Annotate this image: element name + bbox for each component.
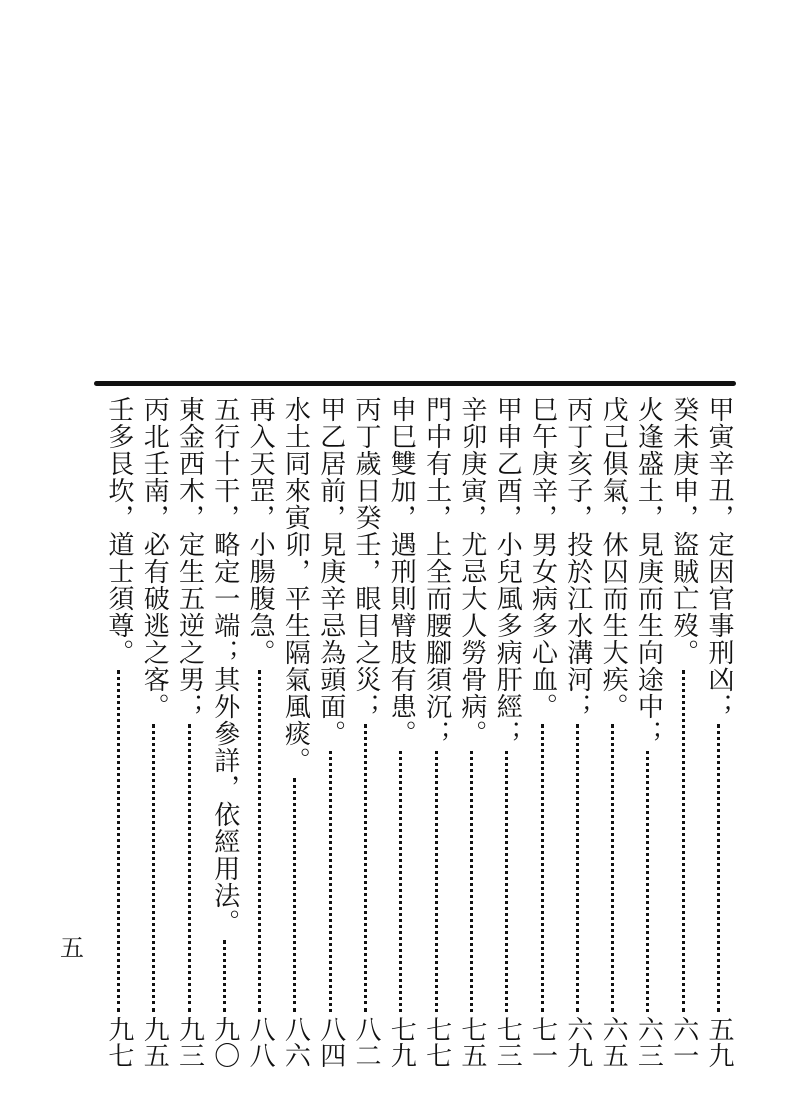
dot-leader [188,724,191,1012]
entry-page-number: 七九 [386,1016,417,1068]
toc-entry-01[interactable] [702,396,736,1068]
entry-title: 辛卯庚寅，尤忌大人勞骨病。 [456,396,487,747]
toc-entry-06[interactable] [526,396,560,1068]
entry-page-number: 六五 [598,1016,629,1068]
dot-leader [399,751,402,1012]
toc-entry-14[interactable] [243,396,277,1068]
entry-title: 巳午庚辛，男女病多心血。 [527,396,558,720]
entry-title: 壬多艮坎，道士須尊。 [103,396,134,666]
toc-entry-11[interactable] [349,396,383,1068]
entry-title: 癸未庚申，盜賊亡歿。 [668,396,699,666]
dot-leader [470,751,473,1012]
entry-page-number: 八二 [351,1016,381,1068]
toc-entry-03[interactable] [631,396,665,1068]
toc-entry-04[interactable] [596,396,630,1068]
toc-entry-07[interactable] [490,396,524,1068]
dot-leader [293,778,296,1012]
entry-page-number: 八六 [280,1016,311,1068]
entry-title: 甲乙居前，見庚辛忌為頭面。 [315,396,346,747]
toc-entry-13[interactable] [278,396,312,1068]
toc-entry-18[interactable] [102,396,136,1068]
toc-entry-12[interactable] [314,396,348,1068]
toc-entry-09[interactable] [420,396,454,1068]
dot-leader [364,724,367,1012]
entry-page-number: 六一 [668,1016,699,1068]
dot-leader [576,724,579,1012]
dot-leader [611,724,614,1012]
entry-page-number: 九〇 [209,1016,240,1068]
entry-page-number: 六三 [633,1016,664,1068]
toc-entry-16[interactable] [173,396,207,1068]
entry-title: 戊己俱氣，休囚而生大疾。 [598,396,629,720]
page-folio: 五 [60,934,84,962]
entry-page-number: 九五 [139,1016,170,1068]
toc-entry-17[interactable] [137,396,171,1068]
dot-leader [717,724,720,1012]
entry-page-number: 七七 [421,1016,452,1068]
table-of-contents [96,396,736,1076]
entry-title: 甲申乙酉，小兒風多病肝經； [492,396,523,747]
entry-title: 丙北壬南，必有破逃之客。 [139,396,170,720]
dot-leader [646,751,649,1012]
entry-page-number: 七三 [492,1016,523,1068]
entry-title: 東金西木，定生五逆之男； [174,396,205,720]
dot-leader [223,940,226,1012]
entry-title: 申巳雙加，遇刑則臂肢有患。 [386,396,417,747]
dot-leader [117,670,120,1012]
dot-leader [541,724,544,1012]
entry-page-number: 七一 [527,1016,558,1068]
entry-title: 丙丁歲日癸壬，眼目之災； [351,396,381,720]
dot-leader [152,724,155,1012]
entry-title: 丙丁亥子，投於江水溝河； [562,396,593,720]
toc-entry-02[interactable] [667,396,701,1068]
entry-page-number: 七五 [456,1016,487,1068]
dot-leader [435,751,438,1012]
entry-title: 門中有土，上全而腰腳須沉； [421,396,452,747]
dot-leader [682,670,685,1012]
dot-leader [505,751,508,1012]
entry-page-number: 九三 [174,1016,205,1068]
entry-title: 五行十干，略定一端；其外參詳，依經用法。 [209,396,240,936]
entry-page-number: 五九 [704,1016,734,1068]
toc-entry-10[interactable] [384,396,418,1068]
entry-page-number: 八八 [245,1016,276,1068]
entry-title: 再入天罡，小腸腹急。 [245,396,276,666]
entry-page-number: 九七 [103,1016,134,1068]
entry-title: 水土同來寅卯，平生隔氣風痰。 [280,396,311,774]
entry-page-number: 八四 [315,1016,346,1068]
header-rule [94,381,736,386]
dot-leader [329,751,332,1012]
toc-entry-05[interactable] [561,396,595,1068]
entry-title: 火逢盛土，見庚而生向途中； [633,396,664,747]
entry-page-number: 六九 [562,1016,593,1068]
dot-leader [258,670,261,1012]
toc-entry-08[interactable] [455,396,489,1068]
entry-title: 甲寅辛丑，定因官事刑凶； [704,396,734,720]
toc-entry-15[interactable] [208,396,242,1068]
